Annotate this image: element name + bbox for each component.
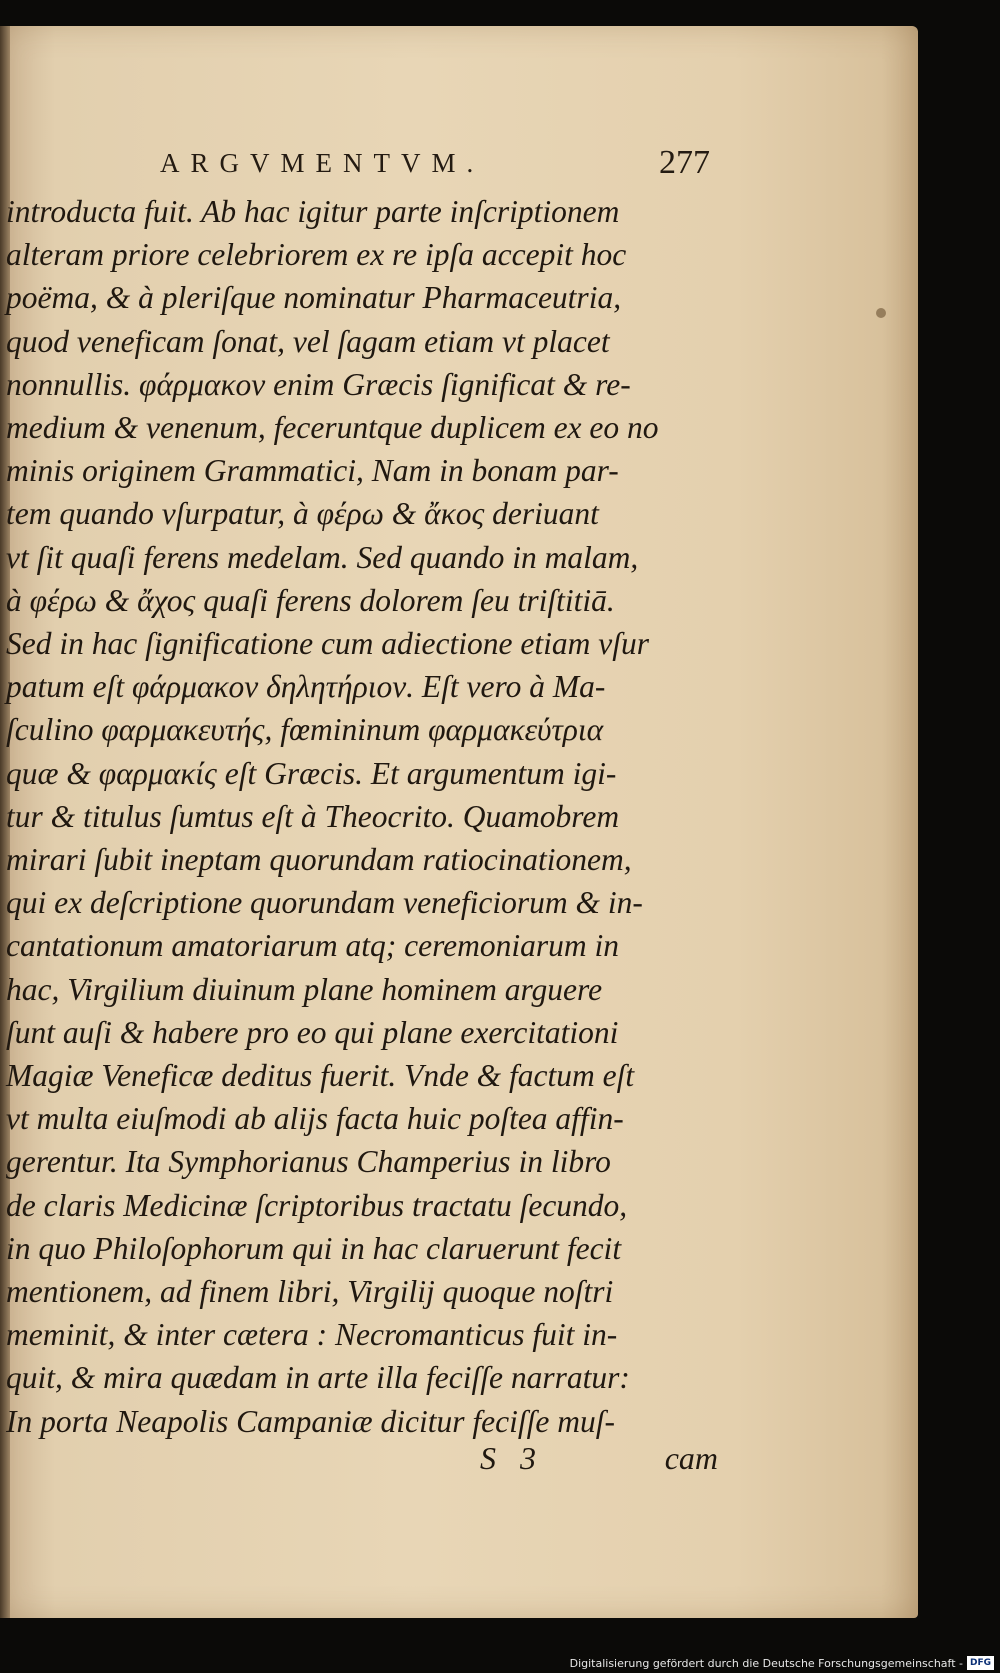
text-line: quit, & mira quædam in arte illa feciſſe narratur: <box>6 1360 630 1396</box>
running-head: ARGVMENTVM. <box>160 148 485 178</box>
page-footer <box>480 1440 720 1490</box>
text-line: vt multa eiuſmodi ab alijs facta huic poſtea affin- <box>6 1101 624 1137</box>
text-line: qui ex deſcriptione quorundam veneficiorum & in- <box>6 885 643 921</box>
credit-text: Digitalisierung gefördert durch die Deutsche Forschungsgemeinschaft - <box>569 1656 963 1670</box>
text-line: ſculino φαρμακευτής, fœmininum φαρμακεύτρια <box>6 712 604 748</box>
text-line: alteram priore celebriorem ex re ipſa accepit hoc <box>6 237 627 273</box>
text-line: introducta fuit. Ab hac igitur parte inſcriptionem <box>6 194 620 229</box>
text-line: in quo Philoſophorum qui in hac claruerunt fecit <box>6 1230 622 1266</box>
catchword: cam <box>664 1440 718 1476</box>
text-line: tem quando vſurpatur, à φέρω & ἄκος deriuant <box>6 496 599 532</box>
text-line: quæ & φαρμακίς eſt Græcis. Et argumentum igi- <box>6 755 617 791</box>
text-line: medium & venenum, feceruntque duplicem ex eo no <box>6 410 659 446</box>
text-line: tur & titulus ſumtus eſt à Theocrito. Quamobrem <box>6 798 620 834</box>
text-line: minis originem Grammatici, Nam in bonam par- <box>6 453 619 489</box>
text-line: nonnullis. φάρμακον enim Græcis ſignificat & re- <box>6 366 631 402</box>
text-line: cantationum amatoriarum atq; ceremoniarum in <box>6 928 620 964</box>
text-line: gerentur. Ita Symphorianus Champerius in libro <box>6 1144 611 1180</box>
text-line: patum eſt φάρμακον δηλητήριον. Eſt vero à Ma- <box>6 669 606 705</box>
dfg-logo: DFG <box>967 1656 994 1670</box>
text-line: vt ſit quaſi ferens medelam. Sed quando in malam, <box>6 539 639 575</box>
text-line: mentionem, ad finem libri, Virgilij quoque noſtri <box>6 1274 614 1310</box>
text-line: Sed in hac ſignificatione cum adiectione etiam vſur <box>6 626 649 662</box>
text-line: meminit, & inter cætera : Necromanticus fuit in- <box>6 1317 618 1353</box>
text-line: mirari ſubit ineptam quorundam ratiocinationem, <box>6 842 632 878</box>
text-line: à φέρω & ἄχος quaſi ferens dolorem ſeu triſtitiā. <box>6 582 615 618</box>
book-page <box>0 26 918 1618</box>
page-number: 277 <box>659 144 710 181</box>
text-line: hac, Virgilium diuinum plane hominem arguere <box>6 971 603 1007</box>
text-line: de claris Medicinæ ſcriptoribus tractatu ſecundo, <box>6 1187 628 1223</box>
text-line: poëma, & à pleriſque nominatur Pharmaceutria, <box>6 280 622 316</box>
digitization-credit <box>570 1653 994 1673</box>
page-header <box>150 144 710 184</box>
text-line: ſunt auſi & habere pro eo qui plane exercitationi <box>6 1014 619 1050</box>
signature-mark: S 3 <box>480 1440 544 1476</box>
text-line: Magiæ Veneficæ deditus fuerit. Vnde & factum eſt <box>6 1058 635 1094</box>
text-line: quod veneficam ſonat, vel ſagam etiam vt placet <box>6 323 610 359</box>
body-text <box>6 190 726 1443</box>
ink-stain <box>876 308 886 318</box>
text-line: In porta Neapolis Campaniæ dicitur feciſſe muſ- <box>6 1403 615 1439</box>
